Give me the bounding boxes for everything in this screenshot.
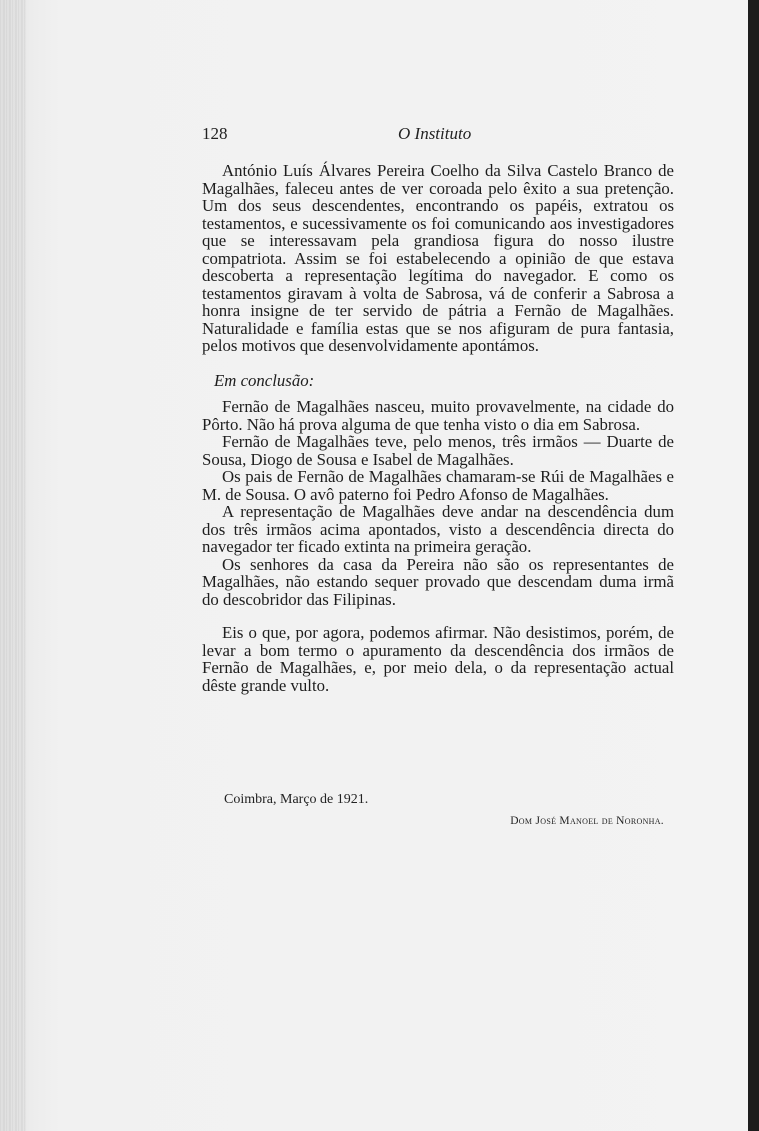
main-text [202, 162, 674, 694]
binding-shadow [748, 0, 759, 1131]
conclusion-item: Os pais de Fernão de Magalhães chamaram-se Rúi de Magalhães e M. de Sousa. O avô paterno foi Pedro Afonso de Magalhães. [202, 467, 674, 504]
page-edges [0, 0, 26, 1131]
page-footer [202, 792, 674, 827]
page-number: 128 [202, 124, 228, 143]
signature: Dom José Manoel de Noronha. [510, 815, 664, 827]
conclusion-item: Fernão de Magalhães teve, pelo menos, três irmãos — Duarte de Sousa, Diogo de Sousa e Isabel de Magalhães. [202, 432, 674, 469]
paragraph: António Luís Álvares Pereira Coelho da Silva Castelo Branco de Magalhães, faleceu antes de ver coroada pelo êxito a sua pretenção. Um dos seus descendentes, encontrando os papéis, extratou os testamentos, e sucessivamente os foi comunicando aos investigadores que se interessavam pela grandiosa figura do nosso ilustre compatriota. Assim se foi estabelecendo a opinião de que estava descoberta a representação legítima do navegador. E como os testamentos giravam à volta de Sabrosa, vá de conferir a Sabrosa a honra insigne de ter servido de pátria a Fernão de Magalhães. Naturalidade e família estas que se nos afiguram de pura fantasia, pelos motivos que desenvolvidamente apontámos. [202, 161, 674, 355]
place-date: Coimbra, Março de 1921. [224, 792, 369, 807]
conclusion-item: A representação de Magalhães deve andar na descendência dum dos três irmãos acima apontados, visto a descendência directa do navegador ter ficado extinta na primeira geração. [202, 502, 674, 556]
conclusion-heading: Em conclusão: [214, 370, 315, 390]
conclusion-item: Os senhores da casa da Pereira não são os representantes de Magalhães, não estando sequer provado que descendam duma irmã do descobridor das Filipinas. [202, 554, 674, 609]
running-title: O Instituto [398, 124, 472, 143]
conclusion-item: Fernão de Magalhães nasceu, muito provavelmente, na cidade do Pôrto. Não há prova alguma de que tenha visto o dia em Sabrosa. [202, 397, 674, 434]
final-paragraph: Eis o que, por agora, podemos afirmar. Não desistimos, porém, de levar a bom termo o apuramento da descendência dos irmãos de Fernão de Magalhães, e, por meio dela, o da representação actual dêste grande vulto. [202, 623, 674, 695]
page-header [202, 124, 674, 146]
